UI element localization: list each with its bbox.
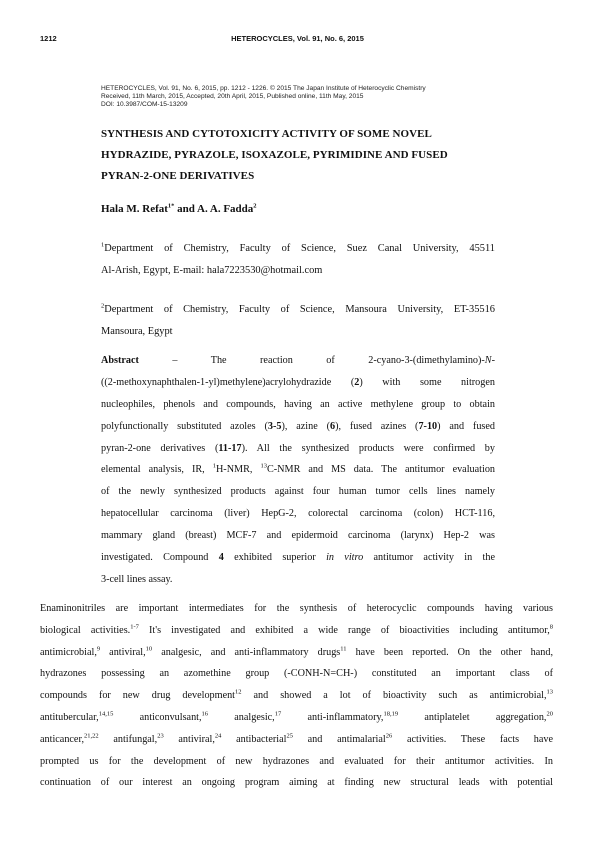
paragraph-line: hydrazones possessing an azomethine group (-CONH-N=CH-) constituted an important class of (40, 668, 553, 680)
paragraph-text: It's investigated and exhibited a wide range of bioactivities including antitumor, (138, 624, 550, 636)
paragraph-text: analgesic, (208, 711, 275, 723)
abstract-text: ) and fused (437, 420, 495, 432)
compound-ref: 7-10 (418, 420, 438, 432)
paragraph-text: biological activities. (40, 624, 131, 636)
reference-marker: 10 (145, 645, 153, 653)
paragraph-text: antiplatelet aggregation, (398, 711, 547, 723)
paragraph-text: anticancer, (40, 733, 84, 745)
citation-block (101, 85, 426, 110)
reference-marker: 25 (286, 732, 293, 740)
reference-marker: 1-7 (130, 623, 139, 631)
compound-ref: 3-5 (267, 420, 282, 432)
abstract-text: antitumor activity in the (363, 552, 495, 564)
title-line: HYDRAZIDE, PYRAZOLE, ISOXAZOLE, PYRIMIDINE AND FUSED (101, 149, 448, 161)
superscript: 13 (260, 463, 267, 471)
author-name: A. A. Fadda (197, 203, 254, 215)
reference-marker: 16 (201, 710, 209, 718)
abstract-text: ), fused azines ( (335, 420, 419, 432)
paragraph-line: prompted us for the development of new hydrazones and evaluated for their antitumor activities. In (40, 755, 553, 767)
paragraph-text: analgesic, and anti-inflammatory drugs (152, 646, 341, 658)
running-header: HETEROCYCLES, Vol. 91, No. 6, 2015 (231, 34, 364, 43)
paragraph-text: compounds for new drug development (40, 690, 236, 702)
page-number: 1212 (40, 34, 57, 43)
abstract-text: pyran-2-one derivatives ( (101, 442, 219, 454)
paragraph-line: Enaminonitriles are important intermediates for the synthesis of heterocyclic compounds having various (40, 603, 553, 614)
paragraph-text: antitubercular, (40, 711, 99, 723)
abstract-text: ) with some nitrogen (359, 376, 495, 388)
superscript: 1 (212, 463, 216, 471)
affiliation-marker: 2 (101, 302, 105, 310)
abstract-text: polyfunctionally substituted azoles ( (101, 420, 268, 432)
abstract-text: ). All the synthesized products were confirmed by (241, 442, 495, 454)
author-affiliation-marker: 2 (253, 202, 257, 210)
compound-ref: 11-17 (218, 442, 242, 454)
abstract-text: H-NMR, (215, 464, 261, 476)
abstract-text: exhibited superior (223, 552, 327, 564)
compound-ref: 2 (354, 376, 360, 388)
abstract-text: investigated. Compound (101, 552, 219, 564)
paragraph-text: antiviral, (100, 646, 146, 658)
title-line: PYRAN-2-ONE DERIVATIVES (101, 170, 255, 182)
abstract-text: N (484, 355, 492, 366)
abstract-text: ), azine ( (281, 420, 330, 432)
affiliation-text: Mansoura, Egypt (101, 326, 173, 337)
citation-dates: Received, 11th March, 2015, Accepted, 20th April, 2015, Published online, 11th May, 2015 (101, 93, 364, 101)
compound-ref: 4 (218, 552, 224, 564)
abstract-text: 3-cell lines assay. (101, 573, 173, 585)
paragraph-text: antimicrobial, (40, 646, 97, 658)
author-connector: and (174, 203, 198, 215)
affiliation (101, 299, 495, 343)
abstract-text: - (491, 355, 495, 366)
abstract-text: nucleophiles, phenols and compounds, having an active methylene group to obtain (101, 398, 495, 410)
abstract-text: C-NMR and MS data. The antitumor evaluation (266, 464, 496, 476)
reference-marker: 26 (385, 732, 393, 740)
authors (101, 203, 257, 215)
affiliation-text: Department of Chemistry, Faculty of Science, Mansoura University, ET-35516 (104, 304, 495, 315)
paragraph-line: continuation of our interest an ongoing program aiming at finding new structural leads with potential (40, 777, 553, 789)
affiliation-marker: 1 (101, 241, 105, 249)
reference-marker: 17 (274, 710, 282, 718)
paragraph-text: and antimalarial (292, 733, 386, 745)
abstract-text: in vitro (326, 552, 364, 564)
abstract (101, 350, 495, 591)
reference-marker: 21,22 (84, 732, 99, 740)
author-affiliation-marker: 1* (167, 202, 175, 210)
reference-marker: 9 (96, 645, 101, 653)
reference-marker: 13 (546, 688, 553, 696)
affiliation-text: Department of Chemistry, Faculty of Science, Suez Canal University, 45511 (104, 243, 495, 254)
paragraph-text: antiviral, (163, 733, 215, 745)
reference-marker: 23 (157, 732, 164, 740)
affiliation (101, 238, 495, 282)
paragraph-text: activities. These facts have (392, 733, 553, 745)
paragraph-text: antibacterial (221, 733, 287, 745)
reference-marker: 14,15 (98, 710, 114, 718)
paragraph-text: have been reported. On the other hand, (346, 646, 553, 658)
title-line: SYNTHESIS AND CYTOTOXICITY ACTIVITY OF SOME NOVEL (101, 128, 432, 140)
abstract-text: ((2-methoxynaphthalen-1-yl)methylene)acrylohydrazide ( (101, 376, 355, 388)
doi: DOI: 10.3987/COM-15-13209 (101, 101, 188, 109)
reference-marker: 11 (340, 645, 347, 653)
affiliation-text: Al-Arish, Egypt, E-mail: hala7223530@hotmail.com (101, 265, 323, 276)
paragraph-text: anticonvulsant, (113, 711, 202, 723)
abstract-text: hepatocellular carcinoma (liver) HepG-2, colorectal carcinoma (colon) HCT-116, (101, 508, 495, 520)
abstract-text: elemental analysis, IR, (101, 464, 213, 476)
citation-line: HETEROCYCLES, Vol. 91, No. 6, 2015, pp. 1212 - 1226. © 2015 The Japan Institute of Heterocyclic Chemistry (101, 85, 426, 92)
paragraph-text: and showed a lot of bioactivity such as antimicrobial, (241, 690, 547, 702)
compound-ref: 6 (329, 420, 336, 432)
paper-title (101, 124, 501, 187)
body-text (40, 598, 553, 794)
reference-marker: 24 (214, 732, 222, 740)
author-name: Hala M. Refat (101, 203, 168, 215)
abstract-text: of the newly synthesized products against four human tumor cells lines namely (101, 486, 495, 498)
abstract-text: – The reaction of 2-cyano-3-(dimethylamino)- (138, 355, 485, 366)
paragraph-text: antifungal, (98, 733, 158, 745)
reference-marker: 12 (235, 688, 242, 696)
reference-marker: 8 (549, 623, 553, 631)
abstract-text: mammary gland (breast) MCF-7 and epidermoid carcinoma (larynx) Hep-2 was (101, 530, 495, 542)
reference-marker: 18,19 (383, 710, 399, 718)
paragraph-text: anti-inflammatory, (281, 711, 384, 723)
abstract-label: Abstract (101, 355, 139, 366)
reference-marker: 20 (546, 710, 553, 718)
